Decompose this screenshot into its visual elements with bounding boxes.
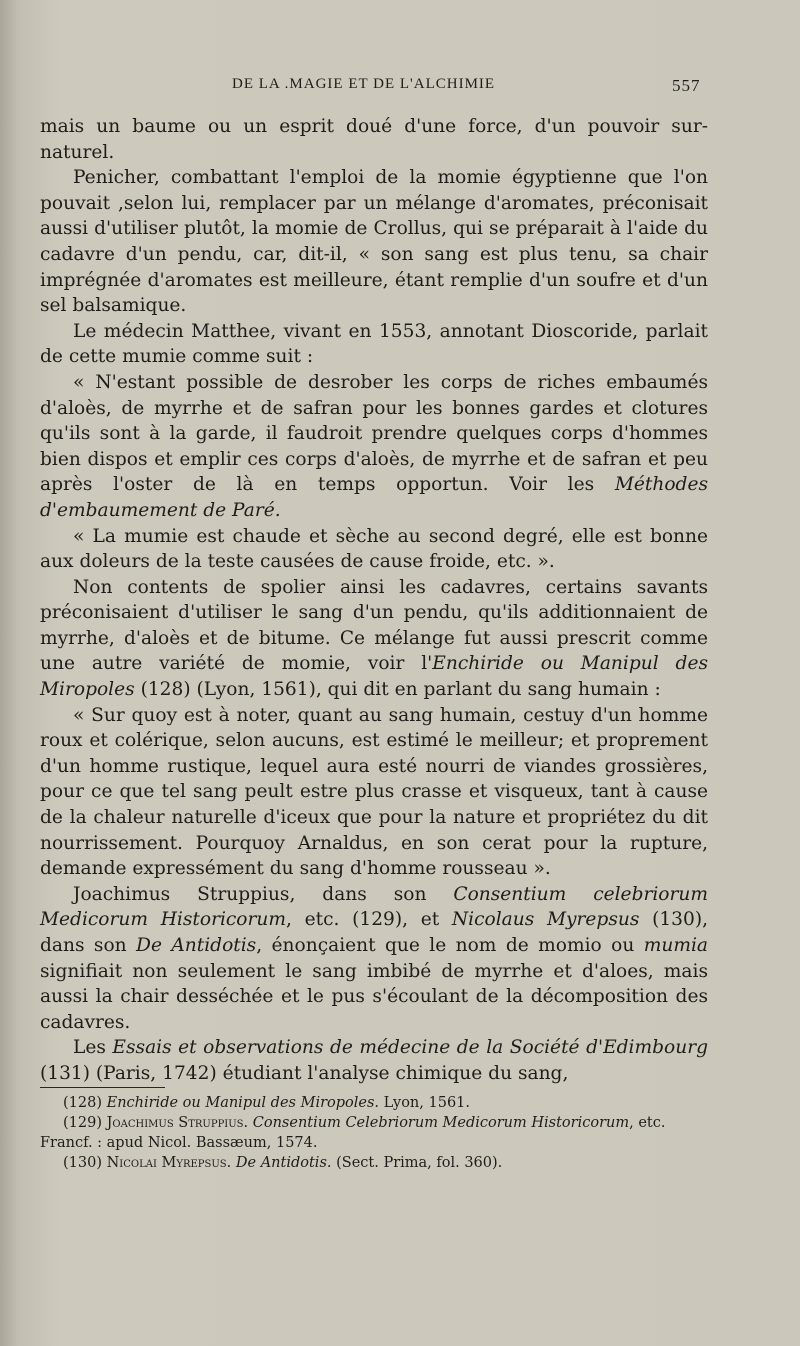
text-run: Le médecin Matthee, vivant en 1553, annotant Dioscoride, parlait de cette mumie comme suit : xyxy=(40,320,708,368)
text-run: « N'estant possible de desrober les corps de riches embaumés d'aloès, de myrrhe et de safran pour les bonnes gardes et clotures qu'ils sont à la garde, il faudroit prendre quelques corps d'hommes bien dispos et emplir ces corps d'aloès, de myrrhe et de safran et peu après l'oster de là en temps opportun. Voir les xyxy=(40,371,708,496)
italic-text: Consentium celebriorum Medicorum Historicorum xyxy=(40,883,708,931)
text-run: Les xyxy=(73,1037,113,1059)
text-run: (128) (Lyon, 1561), qui dit en parlant du sang humain : xyxy=(134,679,661,701)
footnote xyxy=(40,1093,708,1113)
text-run: « Sur quoy est à noter, quant au sang humain, cestuy d'un homme roux et colérique, selon aucuns, est estimé le meilleur; et proprement d'un homme rustique, lequel aura esté nourri de viandes grossières, pour ce que tel sang peult estre plus crasse et visqueux, tant à cause de la chaleur naturelle d'iceux que pour la nature et propriétez du dit nourrissement. Pourquoy Arnaldus, en son cerat pour la rupture, demande expressément du sang d'homme rousseau ». xyxy=(40,704,708,880)
text-run: (130) xyxy=(63,1155,107,1171)
text-run: , etc. Francf. : apud Nicol. Bassæum, 1574. xyxy=(40,1115,666,1151)
italic-text: Méthodes d'embaumement de Paré. xyxy=(40,474,708,521)
text-run: , etc. (129), et xyxy=(286,909,452,931)
paragraph xyxy=(40,114,708,165)
paragraph xyxy=(40,1035,708,1086)
italic-text: Essais et observations de médecine de la Société d'Edimbourg xyxy=(112,1037,708,1059)
italic-text: Enchiride ou Manipul des Miropoles. xyxy=(106,1095,380,1111)
text-run: (Sect. Prima, fol. 360). xyxy=(331,1155,503,1171)
italic-text: De Antidotis xyxy=(136,935,257,956)
paragraph xyxy=(40,165,708,319)
footnotes xyxy=(40,1093,708,1173)
footnote xyxy=(40,1113,708,1153)
paragraph xyxy=(40,703,708,882)
paragraph xyxy=(40,524,708,575)
text-run: mais un baume ou un esprit doué d'une force, d'un pouvoir sur-naturel. xyxy=(40,116,708,163)
paragraph xyxy=(40,575,708,703)
paragraph xyxy=(40,319,708,370)
text-run: , énonçaient que le nom de momio ou xyxy=(256,935,644,956)
page-header xyxy=(0,74,800,98)
italic-text: Enchiride ou Manipul des Miropoles xyxy=(40,653,708,701)
italic-text: Consentium Celebriorum Medicorum Historicorum xyxy=(252,1115,630,1131)
paragraph xyxy=(40,370,708,524)
text-run: Lyon, 1561. xyxy=(379,1095,471,1111)
text-run: « La mumie est chaude et sèche au second degré, elle est bonne aux doleurs de la teste causées de cause froide, etc. ». xyxy=(40,525,708,573)
running-head: DE LA .MAGIE ET DE L'ALCHIMIE xyxy=(232,76,496,92)
footnote-rule xyxy=(40,1087,165,1088)
text-run: Penicher, combattant l'emploi de la momie égyptienne que l'on pouvait ,selon lui, remplacer par un mélange d'aromates, préconisait aussi d'utiliser plutôt, la momie de Crollus, qui se préparait à l'aide du cadavre d'un pendu, car, dit-il, « son sang est plus tenu, sa chair imprégnée d'aromates est meilleure, étant remplie d'un soufre et d'un sel balsamique. xyxy=(40,167,708,317)
text-run: (128) xyxy=(63,1095,107,1111)
text-run: (129) xyxy=(63,1115,107,1131)
text-run: (131) (Paris, 1742) étudiant l'analyse chimique du sang, xyxy=(40,1062,569,1084)
text-run: signifiait non seulement le sang imbibé de myrrhe et d'aloes, mais aussi la chair desséchée et le pus s'écoulant de la décomposition des cadavres. xyxy=(40,960,708,1033)
text-run: Joachimus Struppius, dans son xyxy=(73,883,454,905)
small-caps-name: Nicolai Myrepsus. xyxy=(106,1155,232,1171)
italic-text: Nicolaus Myrepsus xyxy=(451,909,640,931)
text-run: Non contents de spolier ainsi les cadavres, certains savants préconisaient d'utiliser le sang d'un pendu, qu'ils additionnaient de myrrhe, d'aloès et de bitume. Ce mélange fut aussi prescrit comme une autre variété de momie, voir l' xyxy=(40,576,708,675)
italic-text: mumia xyxy=(643,935,709,956)
paragraph xyxy=(40,882,708,1036)
text-run: (130), dans son xyxy=(40,909,708,956)
small-caps-name: Joachimus Struppius. xyxy=(106,1115,249,1131)
italic-text: De Antidotis. xyxy=(235,1155,332,1171)
body-text xyxy=(40,114,708,1087)
footnote xyxy=(40,1153,708,1173)
page-number: 557 xyxy=(672,76,701,95)
